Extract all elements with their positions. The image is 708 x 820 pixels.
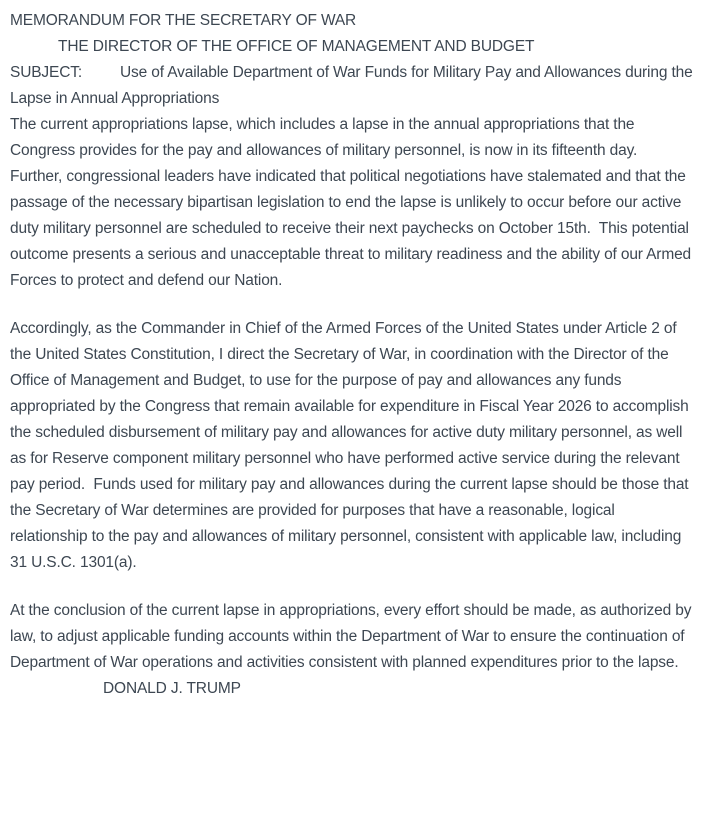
- memo-paragraph-3: At the conclusion of the current lapse in appropriations, every effort should be made, as authorized by law, to adjust applicable funding accounts within the Department of War to ensure the continuation of Department of War operations and activities consistent with planned expenditures prior to the lapse.: [10, 602, 696, 671]
- subject-text: Use of Available Department of War Funds for Military Pay and Allowances during the Lapse in Annual Appropriations: [10, 64, 693, 107]
- signature-name: DONALD J. TRUMP: [103, 680, 241, 697]
- memo-addressee-line: MEMORANDUM FOR THE SECRETARY OF WAR: [10, 12, 357, 29]
- memo-paragraph-2: Accordingly, as the Commander in Chief of the Armed Forces of the United States under Article 2 of the United States Constitution, I direct the Secretary of War, in coordination with the Director of the Office of Management and Budget, to use for the purpose of pay and allowances any funds appropriated by the Congress that remain available for expenditure in Fiscal Year 2026 to accomplish the scheduled disbursement of military pay and allowances for active duty military personnel, as well as for Reserve component military personnel who have performed active service during the relevant pay period. Funds used for military pay and allowances during the current lapse should be those that the Secretary of War determines are provided for purposes that have a reasonable, logical relationship to the pay and allowances of military personnel, consistent with applicable law, including 31 U.S.C. 1301(a).: [10, 320, 693, 571]
- memo-addressee-secondary: THE DIRECTOR OF THE OFFICE OF MANAGEMENT AND BUDGET: [58, 38, 535, 55]
- subject-label: SUBJECT:: [10, 64, 83, 81]
- memo-paragraph-1: The current appropriations lapse, which includes a lapse in the annual appropriations that the Congress provides for the pay and allowances of military personnel, is now in its fifteenth day. Further, congressional leaders have indicated that political negotiations have stalemated and that the passage of the necessary bipartisan legislation to end the lapse is unlikely to occur before our active duty military personnel are scheduled to receive their next paychecks on October 15th. This potential outcome presents a serious and unacceptable threat to military readiness and the ability of our Armed Forces to protect and defend our Nation.: [10, 116, 696, 289]
- memo-subject-line: [10, 60, 696, 112]
